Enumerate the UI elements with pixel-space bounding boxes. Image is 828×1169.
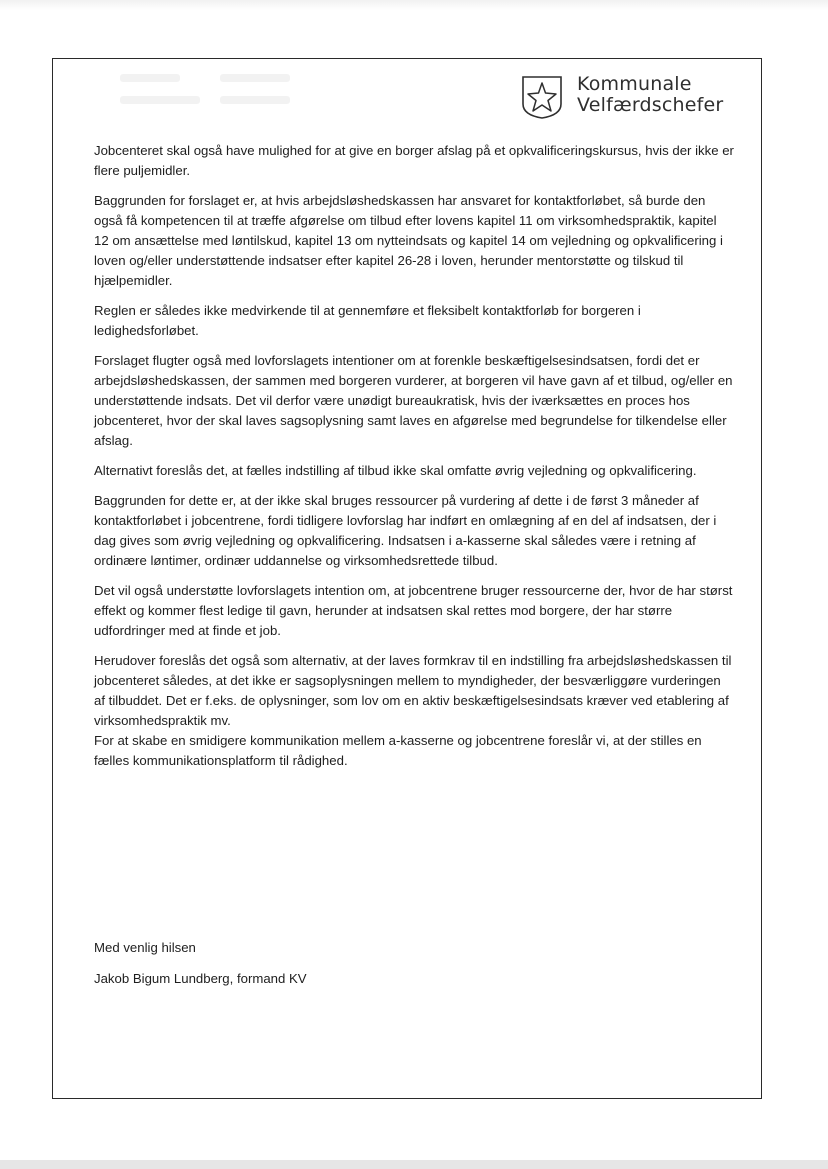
paragraph: Reglen er således ikke medvirkende til at gennemføre et fleksibelt kontaktforløb for borgeren i ledighedsforløbet.	[94, 303, 641, 338]
scan-edge-bottom	[0, 1160, 828, 1169]
paragraph: Baggrunden for forslaget er, at hvis arbejdsløshedskassen har ansvaret for kontaktforløbet, så burde den også få kompetencen til at træffe afgørelse om tilbud efter lovens kapitel 11 om virksomhedspraktik, kapitel 12 om ansættelse med løntilskud, kapitel 13 om nytteindsats og kapitel 14 om vejledning og opkvalificering i loven og/eller understøttende indsatser efter kapitel 26-28 i loven, herunder mentorstøtte og tilskud til hjælpemidler.	[94, 193, 723, 288]
kv-logo	[520, 74, 740, 120]
paragraph: Alternativt foreslås det, at fælles indstilling af tilbud ikke skal omfatte øvrig vejledning og opkvalificering.	[94, 463, 697, 478]
closing-greeting: Med venlig hilsen	[94, 940, 196, 955]
scan-edge-top	[0, 0, 828, 10]
logo-line-1: Kommunale	[577, 73, 692, 95]
kv-star-shield-icon	[520, 74, 564, 120]
paragraph: Forslaget flugter også med lovforslagets intentioner om at forenkle beskæftigelsesindsatsen, fordi det er arbejdsløshedskassen, der sammen med borgeren vurderer, at borgeren vil have gavn af et tilbud, og/eller en understøttende indsats. Det vil derfor være unødigt bureaukratisk, hvis der iværksættes en proces hos jobcenteret, hvor der skal laves sagsoplysning samt laves en afgørelse med begrundelse for tilkendelse eller afslag.	[94, 353, 733, 448]
paragraph: Baggrunden for dette er, at der ikke skal bruges ressourcer på vurdering af dette i de først 3 måneder af kontaktforløbet i jobcentrene, fordi tidligere lovforslag har indført en omlægning af en del af indsatsen, der i dag gives som øvrig vejledning og opkvalificering. Indsatsen i a-kasserne skal således være i retning af ordinære løntimer, ordinær uddannelse og virksomhedsrettede tilbud.	[94, 493, 717, 568]
letter-body	[94, 141, 734, 781]
paragraph: Jobcenteret skal også have mulighed for at give en borger afslag på et opkvalificeringskursus, hvis der ikke er flere puljemidler.	[94, 143, 734, 178]
paragraph: Herudover foreslås det også som alternativ, at der laves formkrav til en indstilling fra arbejdsløshedskassen til jobcenteret således, at det ikke er sagsoplysningen mellem to myndigheder, der besværliggøre vurderingen af tilbuddet. Det er f.eks. de oplysninger, som lov om en aktiv beskæftigelsesindsats kræver ved etablering af virksomhedspraktik mv.	[94, 653, 732, 728]
letter-closing	[94, 938, 694, 1000]
signature-line: Jakob Bigum Lundberg, formand KV	[94, 971, 307, 986]
paragraph: Det vil også understøtte lovforslagets intention om, at jobcentrene bruger ressourcerne der, hvor de har størst effekt og kommer flest ledige til gavn, herunder at indsatsen skal rettes mod borgere, der har større udfordringer med at finde et job.	[94, 583, 733, 638]
logo-line-2: Velfærdschefer	[577, 94, 724, 116]
paragraph: For at skabe en smidigere kommunikation mellem a-kasserne og jobcentrene foreslår vi, at der stilles en fælles kommunikationsplatform til rådighed.	[94, 733, 702, 768]
